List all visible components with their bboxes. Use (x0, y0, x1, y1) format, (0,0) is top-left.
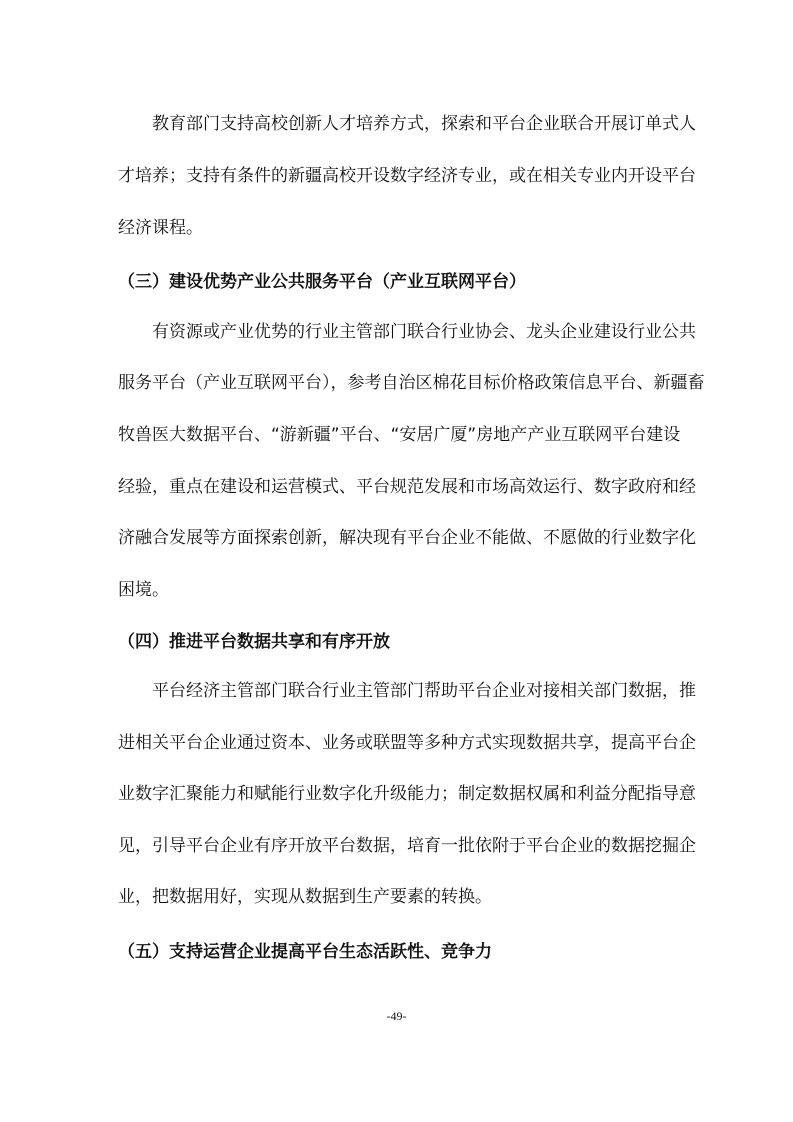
section-heading-3: （三）建设优势产业公共服务平台（产业互联网平台） (118, 272, 526, 292)
paragraph-line: 进相关平台企业通过资本、业务或联盟等多种方式实现数据共享，提高平台企 (118, 733, 696, 753)
paragraph-line: 经验，重点在建设和运营模式、平台规范发展和市场高效运行、数字政府和经 (118, 477, 696, 497)
page-number: -49- (386, 1009, 407, 1023)
paragraph-line: 经济课程。 (118, 218, 203, 238)
section-heading-5: （五）支持运营企业提高平台生态活跃性、竞争力 (118, 942, 492, 962)
paragraph-line: 见，引导平台企业有序开放平台数据，培育一批依附于平台企业的数据挖掘企 (118, 836, 696, 856)
paragraph-line: 才培养；支持有条件的新疆高校开设数字经济专业，或在相关专业内开设平台 (118, 166, 696, 186)
paragraph-line: 有资源或产业优势的行业主管部门联合行业协会、龙头企业建设行业公共 (152, 322, 696, 342)
paragraph-line: 业，把数据用好，实现从数据到生产要素的转换。 (118, 887, 492, 907)
paragraph-line: 济融合发展等方面探索创新，解决现有平台企业不能做、不愿做的行业数字化 (118, 528, 696, 548)
paragraph-line: 平台经济主管部门联合行业主管部门帮助平台企业对接相关部门数据，推 (152, 681, 696, 701)
section-heading-4: （四）推进平台数据共享和有序开放 (118, 632, 390, 652)
paragraph-line: 牧兽医大数据平台、“游新疆”平台、“安居广厦”房地产产业互联网平台建设 (118, 425, 681, 445)
paragraph-line: 困境。 (118, 580, 169, 600)
paragraph-line: 教育部门支持高校创新人才培养方式，探索和平台企业联合开展订单式人 (152, 114, 696, 134)
paragraph-line: 服务平台（产业互联网平台），参考自治区棉花目标价格政策信息平台、新疆畜 (118, 373, 705, 393)
paragraph-line: 业数字汇聚能力和赋能行业数字化升级能力；制定数据权属和利益分配指导意 (118, 784, 696, 804)
